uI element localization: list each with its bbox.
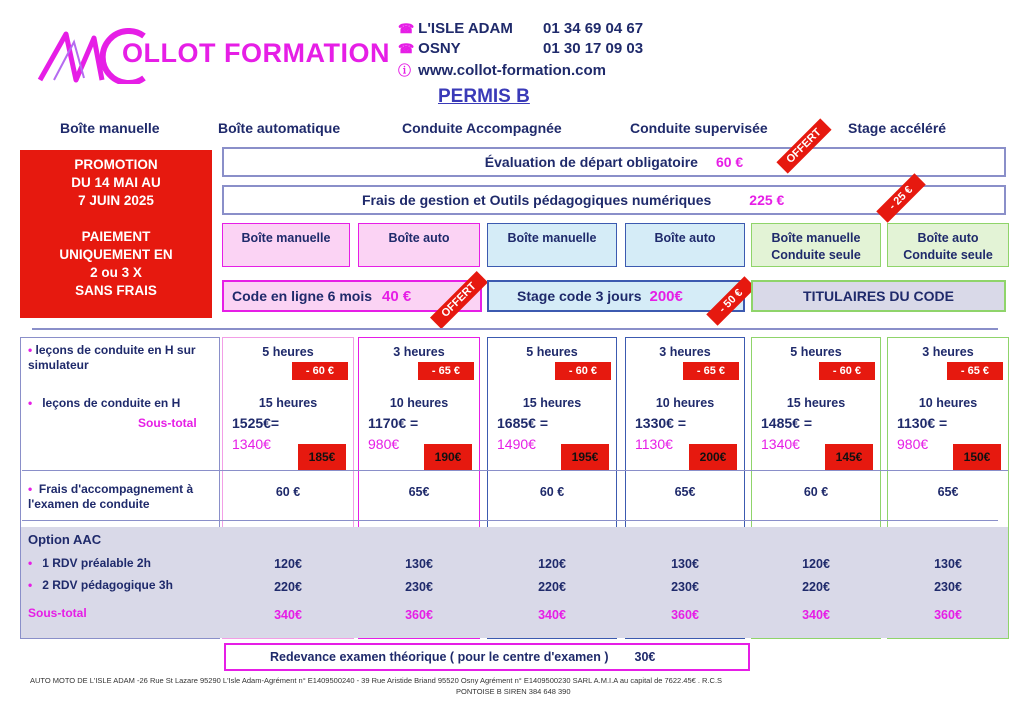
legal-footer: AUTO MOTO DE L'ISLE ADAM -26 Rue St Lazare 95290 L'Isle Adam-Agrément n° E1409500240 - 39 Rue Aristide Briand 95520 Osny Agrément n° E1409500230 SARL A.M.I.A au capital de 7622.45€ . R.C.S (30, 676, 723, 685)
label-lecons: • leçons de conduite en H (28, 396, 181, 410)
rdv1-price: 130€ (934, 557, 962, 571)
label-aac-sous-total: Sous-total (28, 606, 87, 620)
row-separator (22, 470, 1008, 471)
aac-subtotal: 360€ (934, 608, 962, 622)
contact-isle-adam: ☎ L'ISLE ADAM (398, 20, 513, 37)
rdv1-price: 120€ (802, 557, 830, 571)
new-price: 1340€ (232, 436, 271, 452)
lesson-hours: 10 heures (655, 396, 715, 410)
lesson-hours: 15 heures (522, 396, 582, 410)
accompagnement-price: 60 € (803, 485, 829, 499)
rdv2-price: 230€ (671, 580, 699, 594)
old-price: 1485€ = (761, 415, 812, 431)
category-boite-manuelle: Boîte manuelle (60, 120, 160, 136)
rdv1-price: 130€ (405, 557, 433, 571)
rdv2-price: 220€ (538, 580, 566, 594)
label-sous-total: Sous-total (138, 416, 197, 430)
final-price: 200€ (689, 444, 737, 470)
lesson-hours: 10 heures (389, 396, 449, 410)
contact-osny: ☎ OSNY (398, 40, 461, 57)
sim-discount: - 60 € (819, 362, 875, 380)
label-rdv1: • 1 RDV préalable 2h (28, 556, 151, 570)
old-price: 1130€ = (897, 415, 948, 431)
lesson-hours: 15 heures (258, 396, 318, 410)
sim-hours: 3 heures (922, 345, 974, 359)
sim-hours: 5 heures (790, 345, 842, 359)
label-rdv2: • 2 RDV pédagogique 3h (28, 578, 173, 592)
category-conduite-accompagnee: Conduite Accompagnée (402, 120, 562, 136)
legal-footer-siren: PONTOISE B SIREN 384 648 390 (456, 687, 571, 696)
new-price: 1340€ (761, 436, 800, 452)
new-price: 980€ (897, 436, 929, 452)
rdv2-price: 230€ (405, 580, 433, 594)
rdv1-price: 120€ (274, 557, 302, 571)
sim-hours: 3 heures (659, 345, 711, 359)
stage-code-bar: Stage code 3 jours 200€ (487, 280, 745, 312)
promotion-box: PROMOTION DU 14 MAI AU 7 JUIN 2025 PAIEMENT UNIQUEMENT EN 2 ou 3 X SANS FRAIS (20, 150, 212, 318)
phone-icon: ☎ (398, 41, 415, 56)
rdv1-price: 120€ (538, 557, 566, 571)
redevance-bar: Redevance examen théorique ( pour le centre d'examen ) 30€ (224, 643, 750, 671)
phone-osny[interactable]: 01 30 17 09 03 (543, 40, 644, 57)
phone-icon: ☎ (398, 21, 415, 36)
accompagnement-price: 60 € (539, 485, 565, 499)
code-en-ligne-bar: Code en ligne 6 mois 40 € (222, 280, 482, 312)
website[interactable]: ⓘ www.collot-formation.com (398, 62, 606, 79)
sim-discount: - 65 € (947, 362, 1003, 380)
aac-subtotal: 360€ (405, 608, 433, 622)
sim-discount: - 65 € (683, 362, 739, 380)
phone-isle-adam[interactable]: 01 34 69 04 67 (543, 20, 644, 37)
formula-boite-manuelle: Boîte manuelle (222, 223, 350, 267)
aac-subtotal: 340€ (538, 608, 566, 622)
label-simulateur: • leçons de conduite en H sur simulateur (28, 343, 196, 372)
aac-subtotal: 340€ (802, 608, 830, 622)
label-accompagnement: • Frais d'accompagnement à l'examen de conduite (28, 482, 194, 511)
globe-icon: ⓘ (398, 63, 412, 78)
logo-text: OLLOT FORMATION (122, 38, 390, 68)
formula-supervisee-manuelle: Boîte manuelle Conduite seule (751, 223, 881, 267)
old-price: 1330€ = (635, 415, 686, 431)
titulaires-du-code: TITULAIRES DU CODE (751, 280, 1006, 312)
accompagnement-price: 60 € (275, 485, 301, 499)
formula-aac-boite-auto: Boîte auto (625, 223, 745, 267)
discount-ribbon: - 50 € (706, 276, 755, 325)
accompagnement-price: 65€ (674, 485, 696, 499)
new-price: 1130€ (635, 436, 673, 452)
lesson-hours: 15 heures (786, 396, 846, 410)
category-conduite-supervisee: Conduite supervisée (630, 120, 768, 136)
new-price: 980€ (368, 436, 400, 452)
rdv2-price: 220€ (802, 580, 830, 594)
sim-hours: 3 heures (393, 345, 445, 359)
final-price: 185€ (298, 444, 346, 470)
formula-boite-auto: Boîte auto (358, 223, 480, 267)
offert-ribbon: OFFERT (430, 271, 488, 329)
row-separator (22, 520, 998, 521)
new-price: 1490€ (497, 436, 536, 452)
lesson-hours: 10 heures (918, 396, 978, 410)
offert-ribbon: OFFERT (776, 118, 831, 173)
aac-subtotal: 340€ (274, 608, 302, 622)
accompagnement-price: 65€ (937, 485, 959, 499)
rdv1-price: 130€ (671, 557, 699, 571)
final-price: 190€ (424, 444, 472, 470)
accompagnement-price: 65€ (408, 485, 430, 499)
evaluation-bar: Évaluation de départ obligatoire 60 € (222, 147, 1006, 177)
sim-discount: - 60 € (292, 362, 348, 380)
sim-discount: - 65 € (418, 362, 474, 380)
category-stage-accelere: Stage accéléré (848, 120, 947, 136)
old-price: 1525€= (232, 415, 280, 431)
discount-ribbon: - 25 € (876, 173, 925, 222)
divider (32, 328, 998, 330)
sim-hours: 5 heures (526, 345, 578, 359)
final-price: 195€ (561, 444, 609, 470)
sim-discount: - 60 € (555, 362, 611, 380)
rdv2-price: 230€ (934, 580, 962, 594)
category-boite-automatique: Boîte automatique (218, 120, 341, 136)
old-price: 1685€ = (497, 415, 548, 431)
formula-aac-boite-manuelle: Boîte manuelle (487, 223, 617, 267)
final-price: 145€ (825, 444, 873, 470)
final-price: 150€ (953, 444, 1001, 470)
frais-gestion-bar: Frais de gestion et Outils pédagogiques numériques 225 € (222, 185, 1006, 215)
sim-hours: 5 heures (262, 345, 314, 359)
aac-subtotal: 360€ (671, 608, 699, 622)
page-title: PERMIS B (438, 86, 530, 107)
old-price: 1170€ = (368, 415, 419, 431)
rdv2-price: 220€ (274, 580, 302, 594)
formula-supervisee-auto: Boîte auto Conduite seule (887, 223, 1009, 267)
label-option-aac: Option AAC (28, 532, 102, 547)
